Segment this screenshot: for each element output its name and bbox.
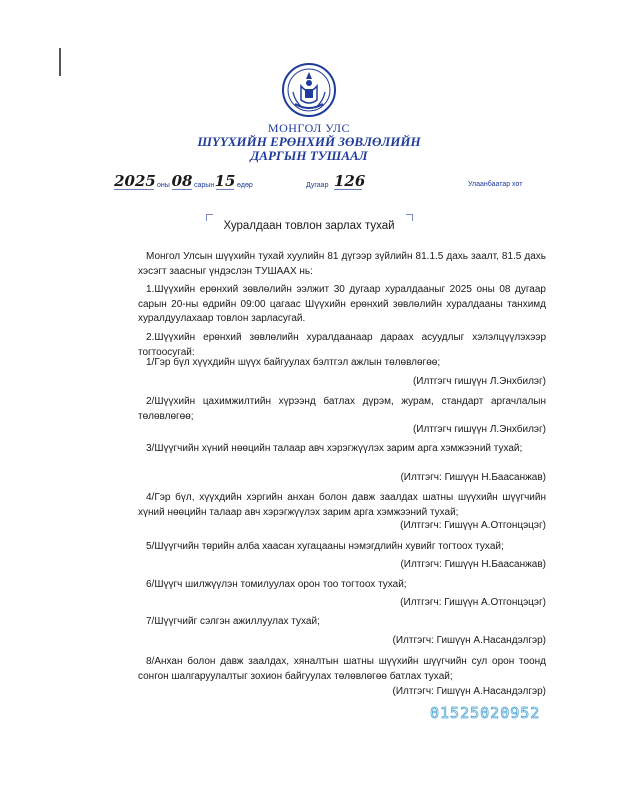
paragraph-1: 1.Шүүхийн ерөнхий зөвлөлийн ээлжит 30 дугаар хуралдааныг 2025 оны 08 дугаар сарын 20-ны өдрийн 09:00 цагаас Шүүхийн ерөнхий зөвлөлийн хуралдааны танхимд хуралдуулахаар товлон зарласугай.	[138, 284, 546, 325]
agenda-item-3: 3/Шүүгчийн хүний нөөцийн талаар авч хэрэгжүүлэх зарим арга хэмжээний тухай;	[146, 443, 523, 454]
agenda-item-4: 4/Гэр бүл, хүүхдийн хэргийн анхан болон давж заалдах шатны шүүхийн шүүгчийн хүний нөөцийн талаар авч хэрэгжүүлэх зарим арга хэмжээний тухай;	[138, 492, 546, 518]
serial-number: 01525020952	[430, 704, 541, 722]
presenter-2: (Илтгэгч гишүүн Л.Энхбилэг)	[412, 424, 546, 435]
document-number: 126	[334, 172, 366, 190]
presenter-8: (Илтгэгч: Гишүүн А.Насандэлгэр)	[392, 686, 546, 697]
date-year-suffix: оны	[157, 182, 170, 189]
date-month: 08	[171, 172, 193, 190]
header-council: ШҮҮХИЙН ЕРӨНХИЙ ЗӨВЛӨЛИЙН	[197, 134, 421, 149]
presenter-1: (Илтгэгч гишүүн Л.Энхбилэг)	[412, 376, 546, 387]
header-order: ДАРГЫН ТУШААЛ	[250, 148, 368, 163]
agenda-item-5: 5/Шүүгчийн төрийн алба хаасан хугацааны нэмэгдлийн хувийг тогтоох тухай;	[146, 541, 504, 552]
date-year-line	[114, 189, 154, 190]
date-day: 15	[214, 172, 236, 190]
city: Улаанбаатар хот	[468, 181, 523, 188]
intro-paragraph: Монгол Улсын шүүхийн тухай хуулийн 81 дүгээр зүйлийн 81.1.5 дахь заалт, 81.5 дахь хэсэгт заасныг үндэслэн ТУШААХ нь:	[138, 251, 546, 277]
date-day-suffix: өдөр	[237, 182, 253, 189]
presenter-5: (Илтгэгч: Гишүүн Н.Баасанжав)	[400, 559, 546, 570]
presenter-4: (Илтгэгч: Гишүүн А.Отгонцэцэг)	[400, 520, 546, 531]
agenda-item-6: 6/Шүүгч шилжүүлэн томилуулах орон тоо тогтоох тухай;	[146, 579, 407, 590]
scan-mark	[59, 48, 61, 76]
agenda-item-8: 8/Анхан болон давж заалдах, хяналтын шатны шүүхийн шүүгчийн сул орон тоонд сонгон шалгаруулалтыг зохион байгуулах төлөвлөгөө батлах тухай;	[138, 656, 546, 682]
date-year: 2025	[114, 172, 156, 190]
document-number-line	[334, 189, 362, 190]
document-title: Хуралдаан товлон зарлах тухай	[223, 220, 395, 232]
presenter-7: (Илтгэгч: Гишүүн А.Насандэлгэр)	[392, 635, 546, 646]
date-month-line	[172, 189, 192, 190]
presenter-3: (Илтгэгч: Гишүүн Н.Баасанжав)	[400, 472, 546, 483]
agenda-item-1: 1/Гэр бүл хүүхдийн шүүх байгуулах бэлтгэл ажлын төлөвлөгөө;	[146, 357, 441, 368]
paragraph-2: 2.Шүүхийн ерөнхий зөвлөлийн хуралдаанаар дараах асуудлыг хэлэлцүүлэхээр тогтоосугай:	[138, 332, 546, 358]
header-country: МОНГОЛ УЛС	[267, 121, 351, 135]
agenda-item-7: 7/Шүүгчийг сэлгэн ажиллуулах тухай;	[146, 616, 320, 627]
date-month-suffix: сарын	[194, 182, 215, 189]
presenter-6: (Илтгэгч: Гишүүн А.Отгонцэцэг)	[400, 597, 546, 608]
agenda-item-2: 2/Шүүхийн цахимжилтийн хүрээнд батлах дүрэм, журам, стандарт аргачлалын төлөвлөгөө;	[138, 396, 546, 422]
date-day-line	[216, 189, 234, 190]
state-emblem-icon	[281, 62, 337, 118]
number-label: Дугаар	[306, 182, 329, 189]
